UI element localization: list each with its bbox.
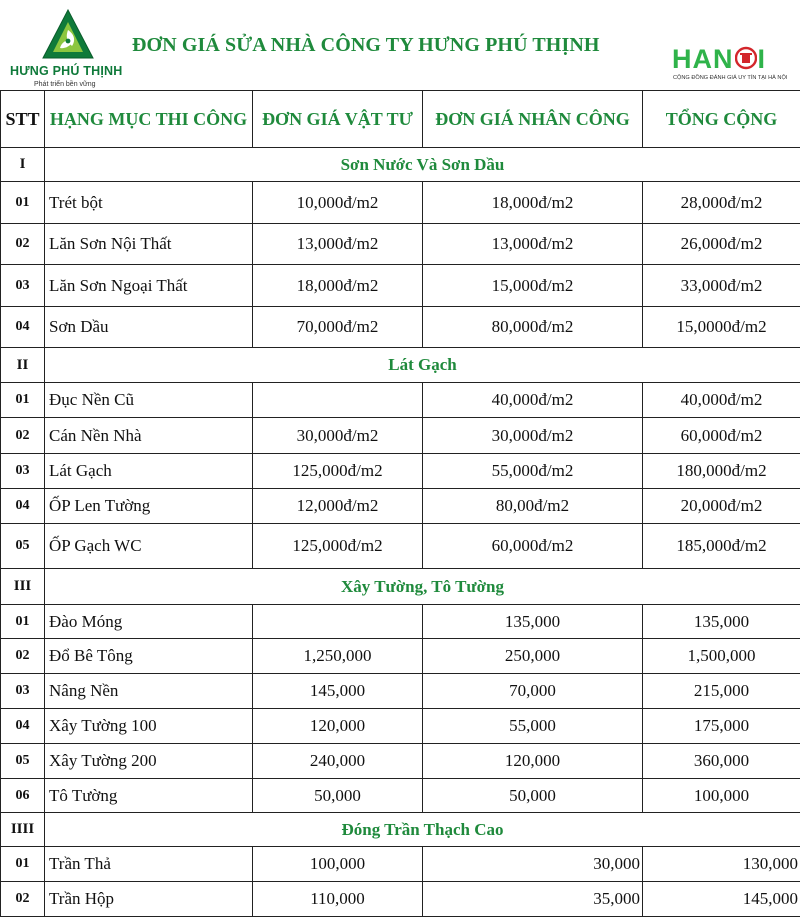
hanoi-logo-wordmark	[672, 44, 766, 74]
row-material-price: 13,000đ/m2	[253, 224, 423, 265]
column-header-total: TỔNG CỘNG	[643, 91, 800, 148]
column-header-item: HẠNG MỤC THI CÔNG	[45, 91, 253, 148]
row-labor-price: 70,000	[423, 674, 643, 709]
row-material-price: 70,000đ/m2	[253, 307, 423, 348]
row-labor-price: 15,000đ/m2	[423, 265, 643, 307]
row-stt: 01	[1, 605, 45, 639]
column-header-material-price: ĐƠN GIÁ VẬT TƯ	[253, 91, 423, 148]
table-row	[1, 224, 800, 265]
row-item: Đổ Bê Tông	[45, 639, 253, 674]
row-item: Lát Gạch	[45, 454, 253, 489]
row-labor-price: 250,000	[423, 639, 643, 674]
row-stt: 06	[1, 779, 45, 813]
table-header-row	[1, 91, 800, 148]
row-item: Trần Thả	[45, 847, 253, 882]
row-labor-price: 80,00đ/m2	[423, 489, 643, 524]
row-item: ỐP Gạch WC	[45, 524, 253, 569]
row-stt: 05	[1, 524, 45, 569]
row-material-price	[253, 605, 423, 639]
row-item: Lăn Sơn Nội Thất	[45, 224, 253, 265]
row-stt: 03	[1, 454, 45, 489]
row-material-price: 120,000	[253, 709, 423, 744]
row-item: Sơn Dầu	[45, 307, 253, 348]
row-material-price: 125,000đ/m2	[253, 454, 423, 489]
row-material-price: 12,000đ/m2	[253, 489, 423, 524]
row-item: Đào Móng	[45, 605, 253, 639]
row-labor-price: 60,000đ/m2	[423, 524, 643, 569]
column-header-stt: STT	[1, 91, 45, 148]
row-total: 135,000	[643, 605, 800, 639]
section-row	[1, 348, 800, 383]
row-item: Xây Tường 200	[45, 744, 253, 779]
row-material-price: 100,000	[253, 847, 423, 882]
leaf-logo-icon	[40, 8, 96, 64]
row-stt: 03	[1, 674, 45, 709]
section-number: II	[1, 348, 45, 383]
row-material-price: 18,000đ/m2	[253, 265, 423, 307]
row-labor-price: 50,000	[423, 779, 643, 813]
row-item: Trét bột	[45, 182, 253, 224]
row-stt: 02	[1, 882, 45, 917]
hanoi-logo	[672, 44, 796, 84]
row-total: 215,000	[643, 674, 800, 709]
row-stt: 04	[1, 489, 45, 524]
row-labor-price: 13,000đ/m2	[423, 224, 643, 265]
header	[0, 0, 800, 91]
row-item: Cán Nền Nhà	[45, 418, 253, 454]
section-title: Xây Tường, Tô Tường	[45, 569, 800, 605]
row-item: ỐP Len Tường	[45, 489, 253, 524]
table-row	[1, 882, 800, 917]
table-row	[1, 454, 800, 489]
table-row	[1, 639, 800, 674]
row-stt: 03	[1, 265, 45, 307]
row-total: 40,000đ/m2	[643, 383, 800, 418]
hanoi-logo-subtitle: CỘNG ĐỒNG ĐÁNH GIÁ UY TÍN TẠI HÀ NỘI	[673, 75, 788, 81]
row-labor-price: 30,000đ/m2	[423, 418, 643, 454]
table-row	[1, 418, 800, 454]
row-item: Tô Tường	[45, 779, 253, 813]
row-labor-price: 40,000đ/m2	[423, 383, 643, 418]
section-row	[1, 569, 800, 605]
row-total: 175,000	[643, 709, 800, 744]
row-item: Đục Nền Cũ	[45, 383, 253, 418]
row-total: 145,000	[643, 882, 800, 917]
table-row	[1, 182, 800, 224]
row-total: 15,0000đ/m2	[643, 307, 800, 348]
table-row	[1, 489, 800, 524]
row-total: 1,500,000	[643, 639, 800, 674]
section-row	[1, 148, 800, 182]
price-table	[0, 90, 800, 917]
row-total: 26,000đ/m2	[643, 224, 800, 265]
row-stt: 01	[1, 182, 45, 224]
row-stt: 05	[1, 744, 45, 779]
row-total: 100,000	[643, 779, 800, 813]
row-item: Trần Hộp	[45, 882, 253, 917]
row-total: 185,000đ/m2	[643, 524, 800, 569]
table-row	[1, 674, 800, 709]
row-total: 130,000	[643, 847, 800, 882]
row-material-price	[253, 383, 423, 418]
page-title: ĐƠN GIÁ SỬA NHÀ CÔNG TY HƯNG PHÚ THỊNH	[132, 34, 600, 56]
row-total: 33,000đ/m2	[643, 265, 800, 307]
row-material-price: 125,000đ/m2	[253, 524, 423, 569]
row-total: 28,000đ/m2	[643, 182, 800, 224]
row-stt: 01	[1, 847, 45, 882]
column-header-labor-price: ĐƠN GIÁ NHÂN CÔNG	[423, 91, 643, 148]
row-stt: 02	[1, 224, 45, 265]
row-stt: 02	[1, 418, 45, 454]
hanoi-logo-word-part1: HAN	[672, 44, 734, 74]
row-labor-price: 30,000	[423, 847, 643, 882]
row-labor-price: 120,000	[423, 744, 643, 779]
row-total: 20,000đ/m2	[643, 489, 800, 524]
row-material-price: 30,000đ/m2	[253, 418, 423, 454]
table-row	[1, 524, 800, 569]
pagoda-icon	[735, 46, 757, 70]
row-material-price: 145,000	[253, 674, 423, 709]
row-labor-price: 80,000đ/m2	[423, 307, 643, 348]
row-stt: 01	[1, 383, 45, 418]
section-title: Lát Gạch	[45, 348, 800, 383]
table-row	[1, 847, 800, 882]
row-stt: 02	[1, 639, 45, 674]
table-row	[1, 709, 800, 744]
row-item: Lăn Sơn Ngoại Thất	[45, 265, 253, 307]
row-material-price: 1,250,000	[253, 639, 423, 674]
row-labor-price: 35,000	[423, 882, 643, 917]
company-logo	[6, 8, 130, 86]
row-labor-price: 18,000đ/m2	[423, 182, 643, 224]
row-item: Xây Tường 100	[45, 709, 253, 744]
row-material-price: 110,000	[253, 882, 423, 917]
row-stt: 04	[1, 307, 45, 348]
table-row	[1, 779, 800, 813]
row-labor-price: 55,000	[423, 709, 643, 744]
table-body	[1, 148, 800, 917]
company-logo-slogan: Phát triển bền vững	[34, 81, 96, 88]
table-row	[1, 265, 800, 307]
section-title: Sơn Nước Và Sơn Dầu	[45, 148, 800, 182]
row-material-price: 10,000đ/m2	[253, 182, 423, 224]
section-row	[1, 813, 800, 847]
row-material-price: 50,000	[253, 779, 423, 813]
section-number: IIII	[1, 813, 45, 847]
table-row	[1, 383, 800, 418]
row-labor-price: 55,000đ/m2	[423, 454, 643, 489]
row-stt: 04	[1, 709, 45, 744]
table-row	[1, 605, 800, 639]
row-material-price: 240,000	[253, 744, 423, 779]
row-total: 180,000đ/m2	[643, 454, 800, 489]
section-title: Đóng Trần Thạch Cao	[45, 813, 800, 847]
row-total: 60,000đ/m2	[643, 418, 800, 454]
row-total: 360,000	[643, 744, 800, 779]
row-item: Nâng Nền	[45, 674, 253, 709]
company-logo-name: HƯNG PHÚ THỊNH	[10, 64, 123, 78]
table-row	[1, 307, 800, 348]
section-number: III	[1, 569, 45, 605]
hanoi-logo-word-part2: I	[757, 44, 767, 74]
row-labor-price: 135,000	[423, 605, 643, 639]
table-row	[1, 744, 800, 779]
section-number: I	[1, 148, 45, 182]
